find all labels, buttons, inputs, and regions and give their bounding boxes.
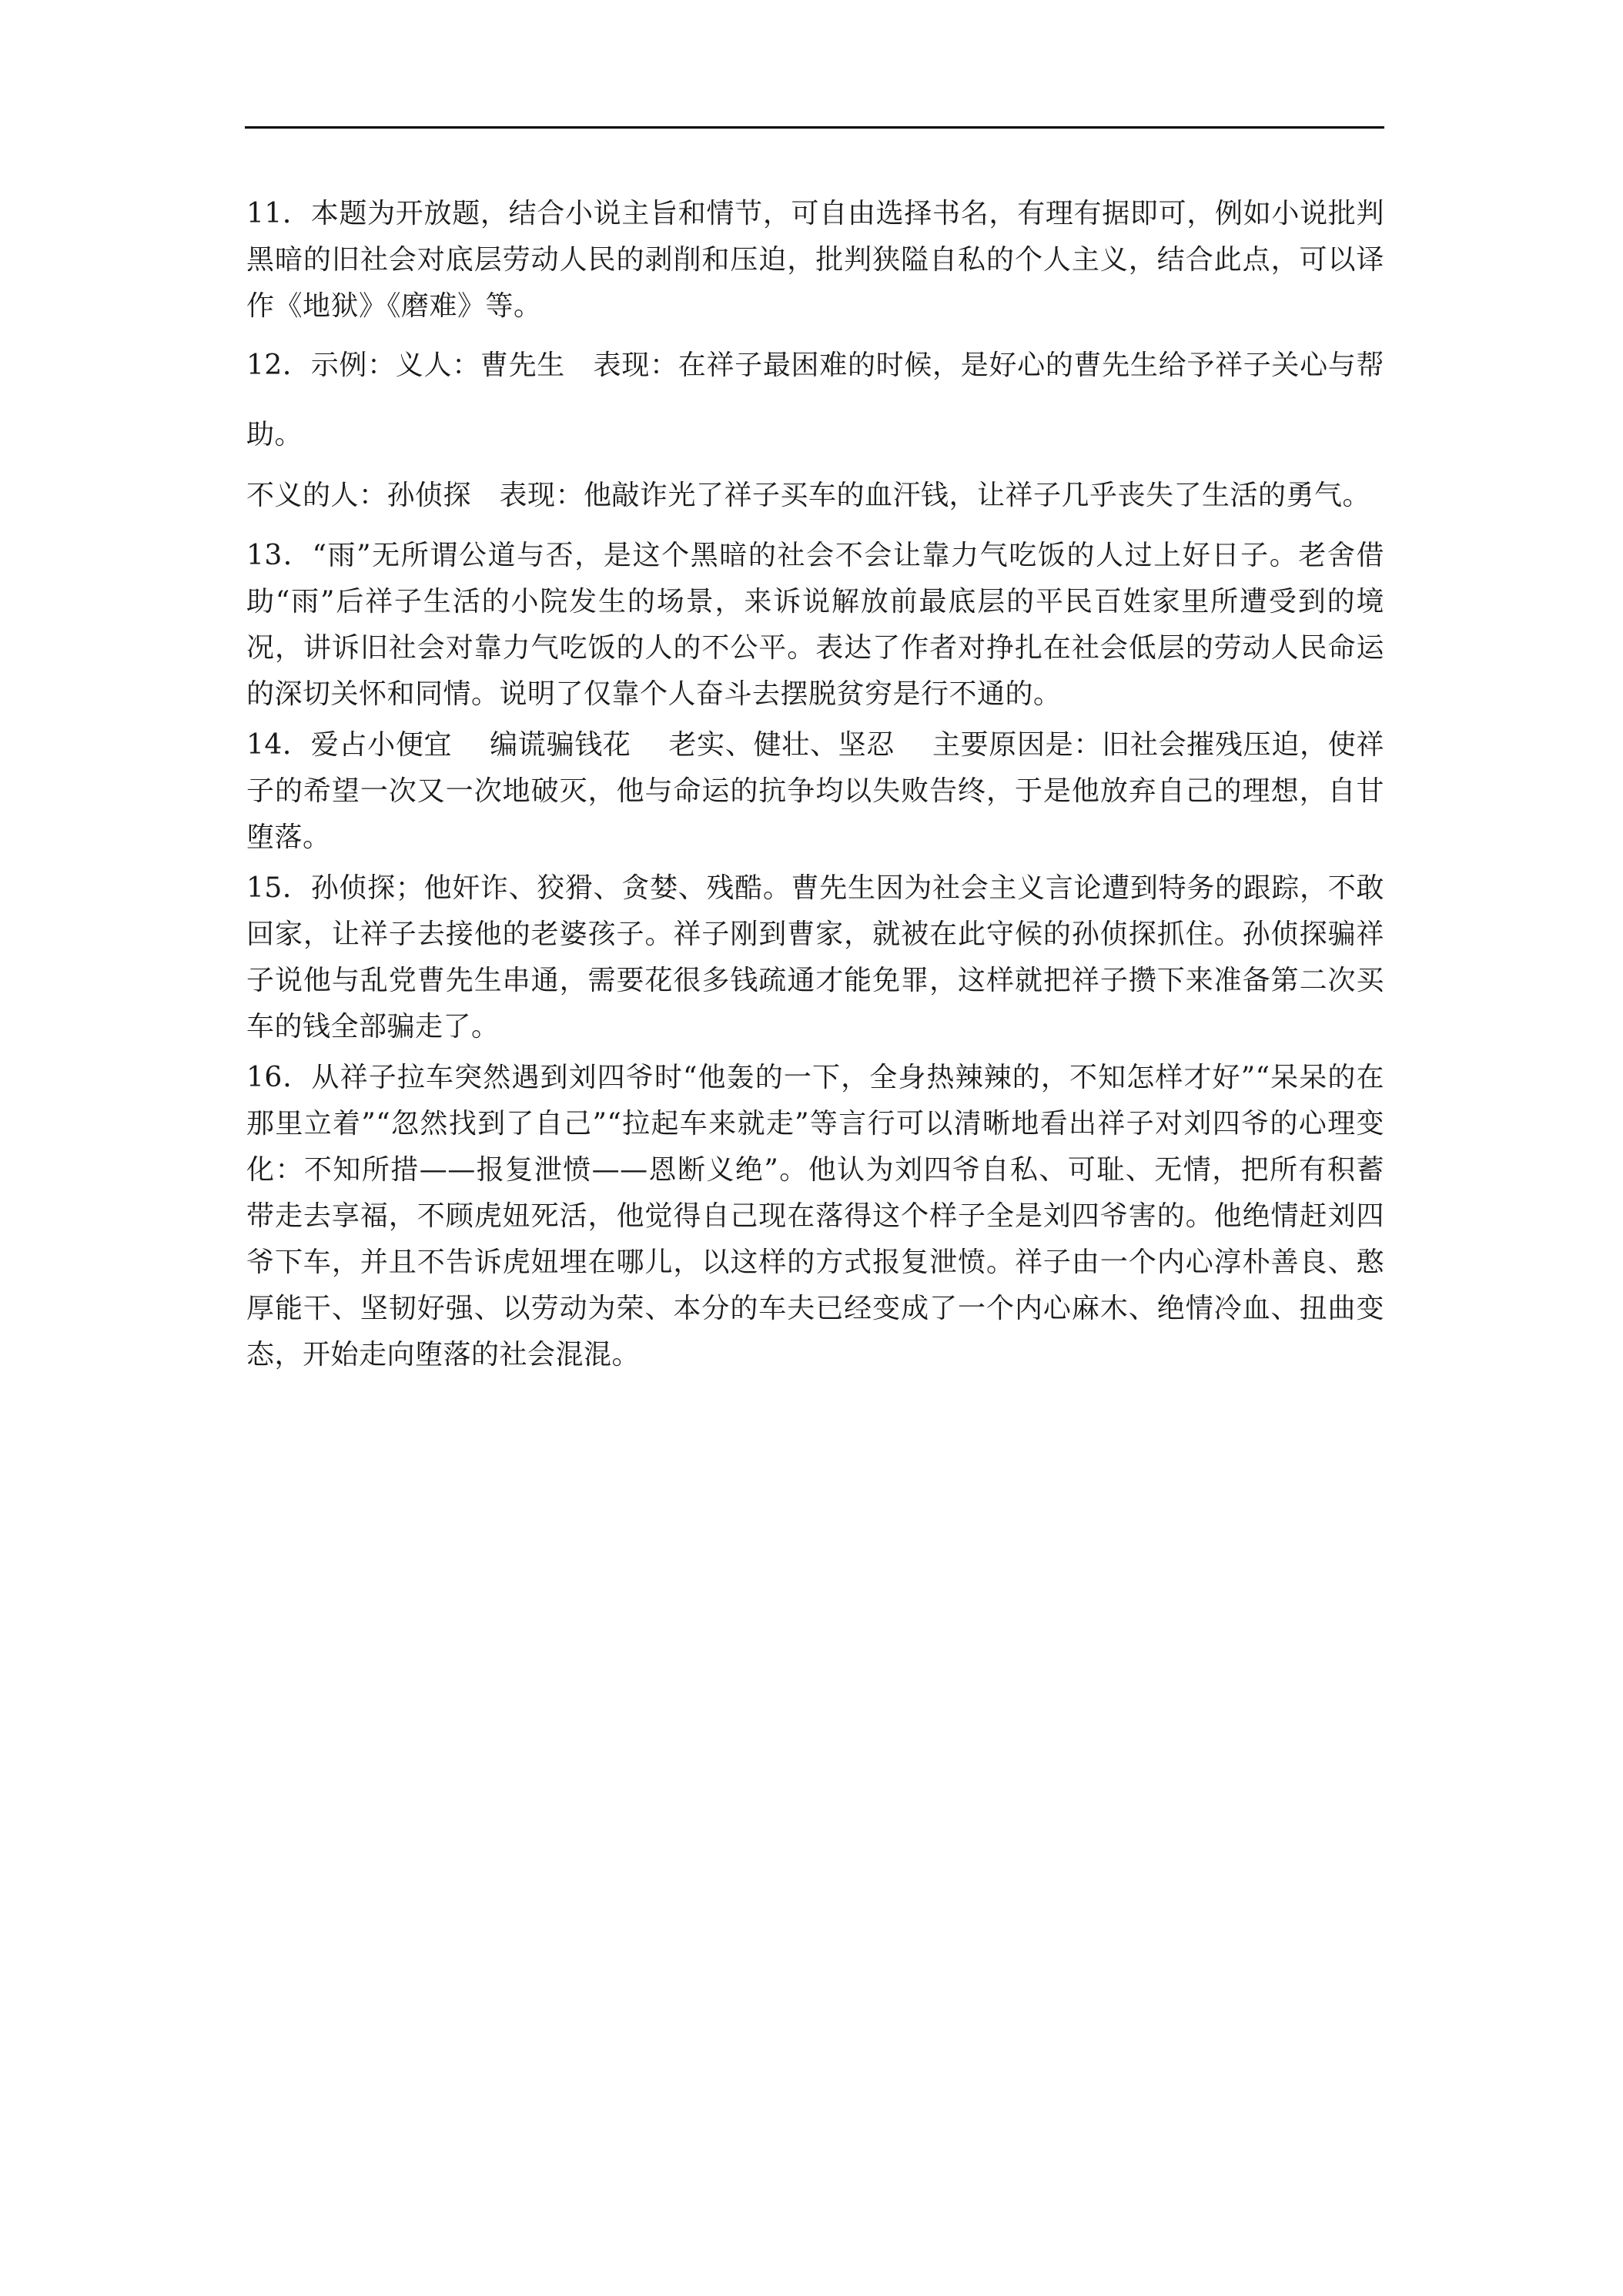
answer-content: [246, 191, 1384, 1378]
answer-12-counterexample: 不义的人：孙侦探 表现：他敲诈光了祥子买车的血汗钱，让祥子几乎丧失了生活的勇气。: [246, 480, 1371, 511]
answer-15: 15．孙侦探；他奸诈、狡猾、贪婪、残酷。曹先生因为社会主义言论遭到特务的跟踪，不敢回家，让祥子去接他的老婆孩子。祥子刚到曹家，就被在此守候的孙侦探抓住。孙侦探骗祥子说他与乱党曹先生串通，需要花很多钱疏通才能免罪，这样就把祥子攒下来准备第二次买车的钱全部骗走了。: [246, 872, 1384, 1043]
header-rule: [245, 126, 1384, 129]
answer-11: 11．本题为开放题，结合小说主旨和情节，可自由选择书名，有理有据即可，例如小说批判黑暗的旧社会对底层劳动人民的剥削和压迫，批判狭隘自私的个人主义，结合此点，可以译作《地狱》《磨难》等。: [246, 198, 1384, 322]
answer-12-example: 12．示例：义人：曹先生 表现：在祥子最困难的时候，是好心的曹先生给予祥子关心与帮助。: [246, 350, 1384, 450]
answer-16: 16．从祥子拉车突然遇到刘四爷时“他轰的一下，全身热辣辣的，不知怎样才好”“呆呆的在那里立着”“忽然找到了自己”“拉起车来就走”等言行可以清晰地看出祥子对刘四爷的心理变化：不知所措——报复泄愤——恩断义绝”。他认为刘四爷自私、可耻、无情，把所有积蓄带走去享福，不顾虎妞死活，他觉得自己现在落得这个样子全是刘四爷害的。他绝情赶刘四爷下车，并且不告诉虎妞埋在哪儿，以这样的方式报复泄愤。祥子由一个内心淳朴善良、憨厚能干、坚韧好强、以劳动为荣、本分的车夫已经变成了一个内心麻木、绝情冷血、扭曲变态，开始走向堕落的社会混混。: [246, 1062, 1384, 1371]
answer-14: 14．爱占小便宜 编谎骗钱花 老实、健壮、坚忍 主要原因是：旧社会摧残压迫，使祥子的希望一次又一次地破灭，他与命运的抗争均以失败告终，于是他放弃自己的理想，自甘堕落。: [246, 729, 1384, 853]
answer-13: 13．“雨”无所谓公道与否，是这个黑暗的社会不会让靠力气吃饭的人过上好日子。老舍借助“雨”后祥子生活的小院发生的场景，来诉说解放前最底层的平民百姓家里所遭受到的境况，讲诉旧社会对靠力气吃饭的人的不公平。表达了作者对挣扎在社会低层的劳动人民命运的深切关怀和同情。说明了仅靠个人奋斗去摆脱贫穷是行不通的。: [246, 540, 1384, 710]
